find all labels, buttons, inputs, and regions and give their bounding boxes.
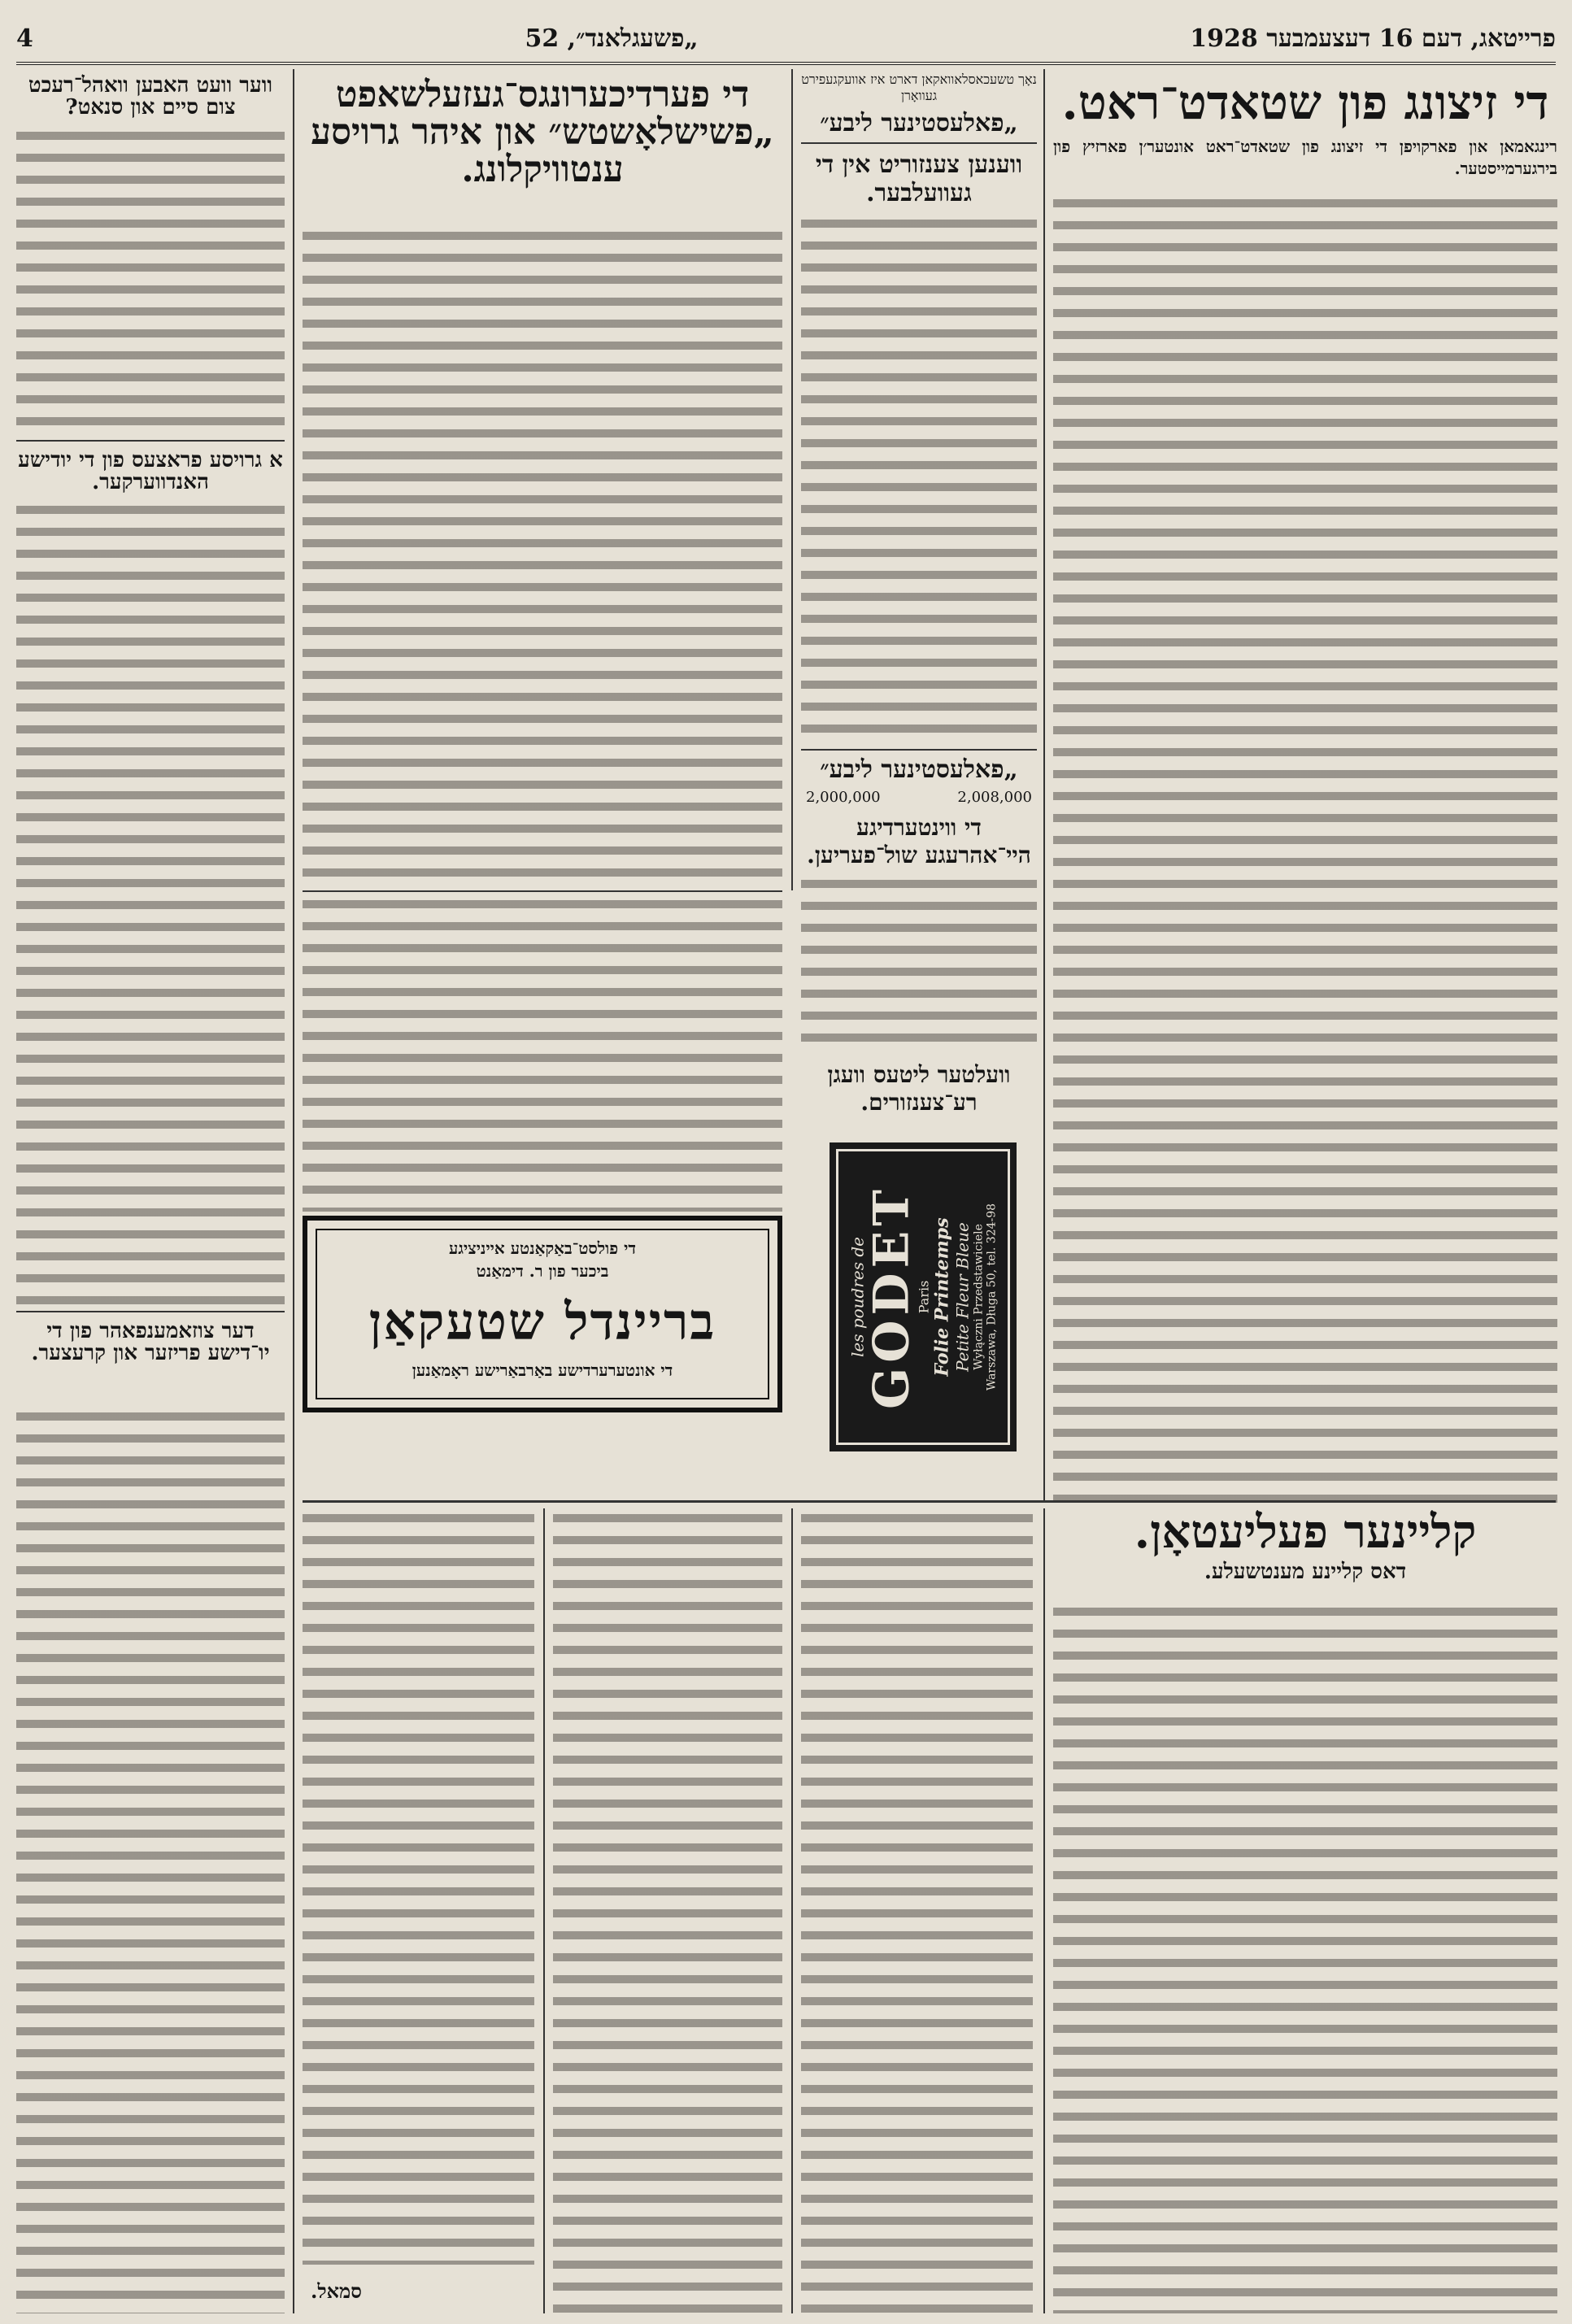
header-page-number: 4 bbox=[16, 24, 33, 53]
ad-godet bbox=[830, 1142, 1017, 1451]
article-headline: די פערדיכערונגס־געזעלשאפט „פשישלאָשטש״ און איהר גרויסע ענטוויקלונג. bbox=[311, 74, 774, 191]
ad-books bbox=[303, 1216, 782, 1412]
ad-books-line: די אונטערערדישע באַרבאַרישע ראָמאַנען bbox=[412, 1360, 673, 1380]
article-continued bbox=[303, 894, 782, 1212]
article-headline: די זיצונג פון שטאדט־ראט. bbox=[1061, 75, 1549, 130]
notice-section-censors: וועלטער ליטעס וועגן רע־צענזורים. bbox=[827, 1061, 1011, 1116]
article-headline-trial: א גרויסע פראצעס פון די יודישע האנדווערקער. bbox=[18, 447, 283, 494]
ad-godet-product: Petite Fleur Bleue bbox=[952, 1222, 973, 1372]
divider bbox=[801, 142, 1037, 144]
feuilleton-body-text bbox=[1053, 1602, 1557, 2313]
section-body-text bbox=[801, 874, 1037, 1053]
article-intro: רינגאמאן און פארקויפן די זיצונג פון שטאדט־ראט אונטער׳ן פארזיץ פון בירגערמייסטער. bbox=[1053, 136, 1558, 178]
article-body-text bbox=[16, 1407, 285, 2313]
feuilleton-subheadline: דאס קליינע מענטשעלע. bbox=[1204, 1559, 1407, 1584]
article-city-council bbox=[1053, 72, 1557, 1503]
article-body-text bbox=[303, 894, 782, 1212]
divider bbox=[303, 1500, 1556, 1503]
article-headline: דער צוזאמענפאהר פון די יו־דישע פריזער און קרעצער. bbox=[31, 1319, 270, 1366]
feuilleton-body-text bbox=[553, 1508, 782, 2313]
ad-godet-product: Folie Printemps bbox=[931, 1217, 953, 1377]
article-notices bbox=[801, 72, 1037, 1116]
feuilleton-col bbox=[553, 1508, 782, 2313]
article-convention bbox=[16, 1317, 285, 2313]
divider bbox=[303, 890, 782, 892]
ad-godet-city: Paris bbox=[916, 1280, 932, 1314]
notice-body-text bbox=[801, 214, 1037, 742]
ad-godet-agent: Wyłączni Przedstawiciele bbox=[972, 1224, 986, 1370]
column-rule bbox=[543, 1508, 545, 2313]
notice2-title: „פאלעסטינער ליבע״ bbox=[820, 755, 1018, 784]
divider bbox=[16, 440, 285, 442]
page-header bbox=[16, 15, 1556, 65]
notice-title: „פאלעסטינער ליבע״ bbox=[820, 109, 1018, 137]
feuilleton-body-text bbox=[801, 1508, 1033, 2313]
feuilleton-col bbox=[303, 1508, 534, 2313]
divider bbox=[16, 1311, 285, 1312]
column-rule bbox=[1043, 1508, 1045, 2313]
ad-books-line: ביכער פון ר. דימאַנט bbox=[476, 1261, 609, 1281]
column-rule bbox=[1043, 69, 1045, 1500]
ad-godet-address: Warszawa, Długa 50, tel. 324-98 bbox=[985, 1203, 999, 1391]
feuilleton-signature: סמאל. bbox=[311, 2279, 362, 2303]
article-body-text bbox=[16, 500, 285, 1313]
header-newspaper: „פשעגלאנד״, 52 bbox=[525, 24, 699, 53]
article-body-text bbox=[16, 126, 285, 435]
figure-value: 2,008,000 bbox=[957, 789, 1032, 806]
article-voting-rights bbox=[16, 72, 285, 1308]
notice-subheadline: ווענען צענזוריט אין די געוועלבער. bbox=[815, 150, 1023, 207]
notice-figures bbox=[801, 789, 1037, 806]
feuilleton-col bbox=[801, 1508, 1033, 2313]
column-rule bbox=[791, 69, 793, 890]
column-rule bbox=[293, 69, 294, 2313]
ad-godet-brand: GODET bbox=[863, 1185, 921, 1409]
ad-godet-content bbox=[848, 1151, 999, 1443]
feuilleton-body-text bbox=[303, 1508, 534, 2265]
notice-section-school: די ווינטערדיגע היי־אהרעגע שול־פעריען. bbox=[807, 814, 1031, 868]
article-body-text bbox=[303, 226, 782, 889]
feuilleton-header bbox=[1053, 1505, 1557, 1598]
column-rule bbox=[791, 1508, 793, 2313]
ad-books-line: די פולסט־באַקאַנטע אייניציגע bbox=[449, 1238, 636, 1258]
ad-books-title: בריינדל שטעקאַן bbox=[368, 1292, 716, 1351]
header-date: פרייטאג, דעם 16 דעצעמבער 1928 bbox=[1190, 24, 1556, 53]
divider bbox=[801, 749, 1037, 751]
article-insurance bbox=[303, 72, 782, 889]
article-body-text bbox=[1053, 194, 1557, 1503]
notice-top: נאָך טשעכאסלאוואקאן דארט איז אוועקגעפירט געוואָרן bbox=[801, 72, 1037, 103]
figure-value: 2,000,000 bbox=[806, 789, 881, 806]
feuilleton-headline: קליינער פעליעטאָן. bbox=[1134, 1505, 1477, 1559]
feuilleton-col bbox=[1053, 1602, 1557, 2313]
article-headline: ווער וועט האבען וואהל־רעכט צום סיים און סנאט? bbox=[28, 73, 273, 120]
ad-godet-line: les poudres de bbox=[847, 1236, 868, 1358]
